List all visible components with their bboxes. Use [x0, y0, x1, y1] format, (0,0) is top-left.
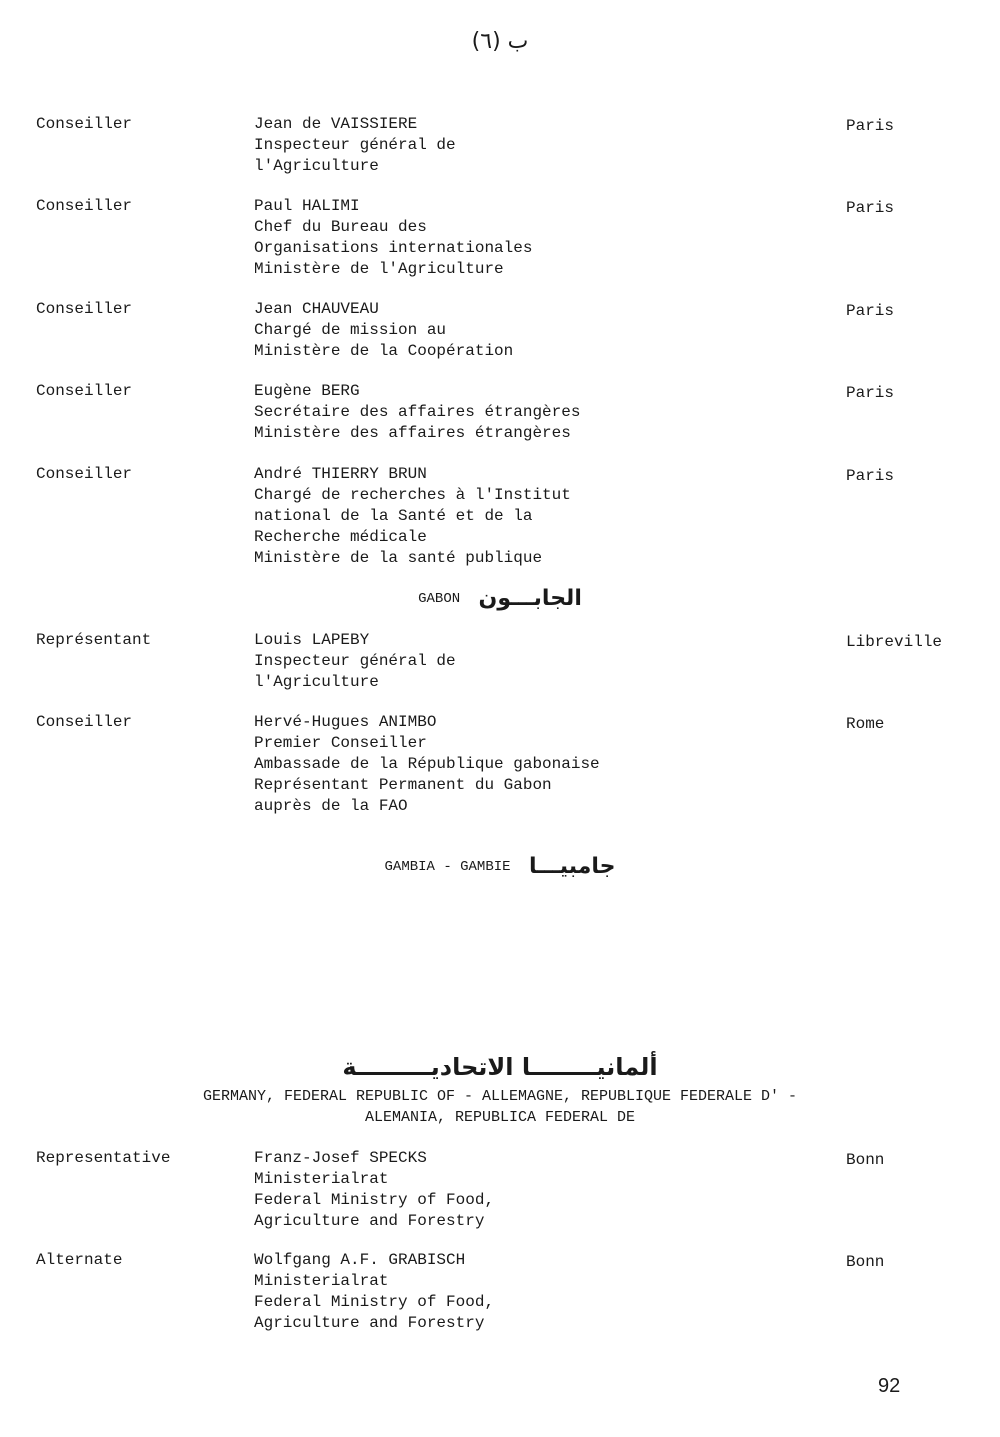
delegate-details — [254, 630, 456, 693]
delegate-city: Paris — [846, 384, 895, 402]
delegate-role: Conseiller — [36, 300, 133, 318]
delegate-details — [254, 114, 456, 177]
delegate-city: Paris — [846, 117, 895, 135]
delegate-details — [254, 381, 580, 444]
delegate-detail-line: l'Agriculture — [254, 157, 379, 175]
delegate-city: Bonn — [846, 1253, 885, 1271]
delegate-name: Louis LAPEBY — [254, 631, 370, 649]
delegate-role: Conseiller — [36, 382, 133, 400]
delegate-city: Rome — [846, 715, 885, 733]
delegate-name: Jean CHAUVEAU — [254, 300, 379, 318]
delegate-detail-line: Recherche médicale — [254, 528, 427, 546]
delegate-details — [254, 196, 532, 280]
country-name-line: GERMANY, FEDERAL REPUBLIC OF - ALLEMAGNE, REPUBLIQUE FEDERALE D' - — [202, 1088, 798, 1105]
delegate-name: Wolfgang A.F. GRABISCH — [254, 1251, 466, 1269]
delegate-name: André THIERRY BRUN — [254, 465, 427, 483]
country-name-arabic: الجابـــون — [478, 586, 582, 611]
delegate-details — [254, 712, 600, 817]
country-heading-gambia — [0, 856, 1000, 878]
delegate-name: Eugène BERG — [254, 382, 360, 400]
delegate-detail-line: Ministère de la santé publique — [254, 549, 543, 567]
delegate-role: Alternate — [36, 1251, 123, 1269]
delegate-name: Paul HALIMI — [254, 197, 360, 215]
delegate-city: Libreville — [846, 633, 943, 651]
delegate-detail-line: Inspecteur général de — [254, 136, 456, 154]
delegate-detail-line: l'Agriculture — [254, 673, 379, 691]
delegate-detail-line: Ministère des affaires étrangères — [254, 424, 571, 442]
delegate-role: Représentant — [36, 631, 152, 649]
delegate-role: Conseiller — [36, 197, 133, 215]
delegate-name: Jean de VAISSIERE — [254, 115, 418, 133]
delegate-city: Paris — [846, 302, 895, 320]
delegate-city: Bonn — [846, 1151, 885, 1169]
country-name-line: ALEMANIA, REPUBLICA FEDERAL DE — [364, 1109, 636, 1126]
delegate-detail-line: Ambassade de la République gabonaise — [254, 755, 600, 773]
delegate-details — [254, 299, 513, 362]
page-number: 92 — [878, 1375, 901, 1397]
delegate-details — [254, 464, 571, 569]
country-heading-gabon — [0, 588, 1000, 610]
delegate-detail-line: auprès de la FAO — [254, 797, 408, 815]
delegate-role: Conseiller — [36, 465, 133, 483]
delegate-name: Hervé-Hugues ANIMBO — [254, 713, 437, 731]
country-name: GAMBIA - GAMBIE — [384, 859, 511, 876]
delegate-detail-line: Organisations internationales — [254, 239, 533, 257]
delegate-role: Conseiller — [36, 713, 133, 731]
delegate-details — [254, 1250, 494, 1334]
delegate-detail-line: Ministère de la Coopération — [254, 342, 514, 360]
page-header-mark: ب (٦) — [471, 29, 529, 54]
delegate-detail-line: Federal Ministry of Food, — [254, 1191, 495, 1209]
delegate-detail-line: Ministerialrat — [254, 1272, 389, 1290]
country-heading-germany — [0, 1086, 1000, 1128]
delegate-detail-line: Premier Conseiller — [254, 734, 427, 752]
delegate-detail-line: Ministerialrat — [254, 1170, 389, 1188]
delegate-detail-line: Agriculture and Forestry — [254, 1212, 485, 1230]
delegate-city: Paris — [846, 199, 895, 217]
delegate-detail-line: Ministère de l'Agriculture — [254, 260, 504, 278]
delegate-details — [254, 1148, 494, 1232]
country-name: GABON — [418, 591, 461, 608]
delegate-detail-line: Secrétaire des affaires étrangères — [254, 403, 581, 421]
delegate-detail-line: Inspecteur général de — [254, 652, 456, 670]
delegate-detail-line: Chef du Bureau des — [254, 218, 427, 236]
country-name-arabic: جامبيـــا — [528, 854, 616, 879]
delegate-detail-line: Chargé de recherches à l'Institut — [254, 486, 571, 504]
delegate-city: Paris — [846, 467, 895, 485]
delegate-name: Franz-Josef SPECKS — [254, 1149, 427, 1167]
delegate-detail-line: Federal Ministry of Food, — [254, 1293, 495, 1311]
delegate-role: Conseiller — [36, 115, 133, 133]
delegate-detail-line: Représentant Permanent du Gabon — [254, 776, 552, 794]
delegate-detail-line: Chargé de mission au — [254, 321, 447, 339]
country-name-arabic: ألمانيــــــــا الاتحاديـــــــــة — [342, 1053, 658, 1081]
delegate-role: Representative — [36, 1149, 171, 1167]
delegate-detail-line: national de la Santé et de la — [254, 507, 533, 525]
delegate-detail-line: Agriculture and Forestry — [254, 1314, 485, 1332]
